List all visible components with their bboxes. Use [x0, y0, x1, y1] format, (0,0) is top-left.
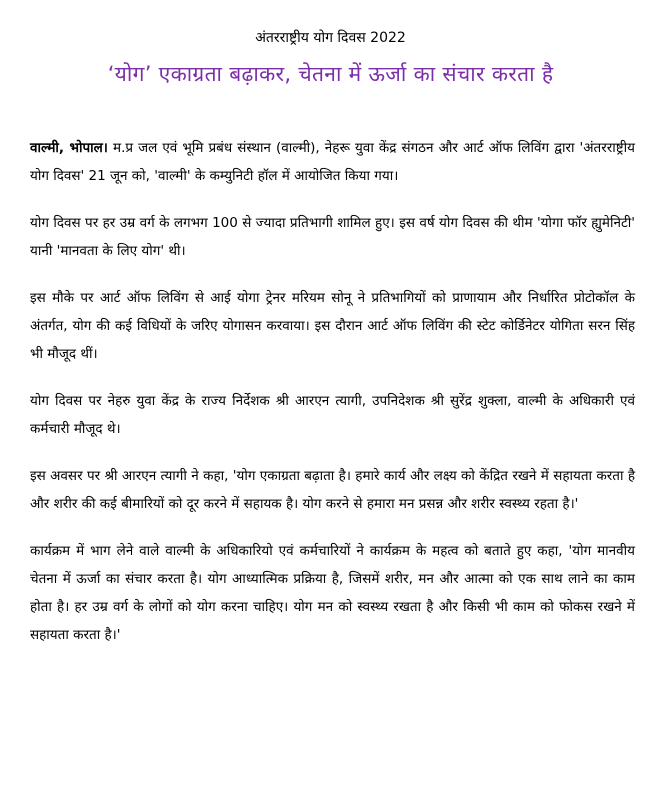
paragraph-intro [30, 134, 635, 190]
paragraph: इस मौके पर आर्ट ऑफ लिविंग से आई योगा ट्रेनर मरियम सोनू ने प्रतिभागियों को प्राणायाम और निर्धारित प्रोटोकॉल के अंतर्गत, योग की कई विधियों के जरिए योगासन करवाया। इस दौरान आर्ट ऑफ लिविंग की स्टेट कोर्डिनेटर योगिता सरन सिंह भी मौजूद थीं। [30, 290, 635, 362]
paragraph: इस अवसर पर श्री आरएन त्यागी ने कहा, 'योग एकाग्रता बढ़ाता है। हमारे कार्य और लक्ष्य को केंद्रित रखने में सहायता करता है और शरीर की कई बीमारियों को दूर करने में सहायक है। योग करने से हमारा मन प्रसन्न और शरीर स्वस्थ्य रहता है।' [30, 468, 635, 512]
article-body [30, 134, 635, 668]
dateline: वाल्मी, भोपाल। [30, 140, 108, 156]
paragraph: योग दिवस पर नेहरु युवा केंद्र के राज्य निर्देशक श्री आरएन त्यागी, उपनिदेशक श्री सुरेंद्र शुक्ला, वाल्मी के अधिकारी एवं कर्मचारी मौजूद थे। [30, 393, 635, 437]
event-heading: अंतरराष्ट्रीय योग दिवस 2022 [255, 30, 406, 46]
paragraph: कार्यक्रम में भाग लेने वाले वाल्मी के अधिकारियो एवं कर्मचारियों ने कार्यक्रम के महत्व को बताते हुए कहा, 'योग मानवीय चेतना में ऊर्जा का संचार करता है। योग आध्यात्मिक प्रक्रिया है, जिसमें शरीर, मन और आत्मा को एक साथ लाने का काम होता है। हर उम्र वर्ग के लोगों को योग करना चाहिए। योग मन को स्वस्थ्य रखता है और किसी भी काम को फोकस रखने में सहायता करता है।' [30, 543, 635, 643]
article-headline: ‘योग’ एकाग्रता बढ़ाकर, चेतना में ऊर्जा का संचार करता है [107, 62, 554, 86]
paragraph: योग दिवस पर हर उम्र वर्ग के लगभग 100 से ज्यादा प्रतिभागी शामिल हुए। इस वर्ष योग दिवस की थीम 'योगा फॉर ह्युमेनिटी' यानी 'मानवता के लिए योग' थी। [30, 215, 635, 259]
paragraph-text: म.प्र जल एवं भूमि प्रबंध संस्थान (वाल्मी), नेहरू युवा केंद्र संगठन और आर्ट ऑफ लिविंग द्वारा 'अंतरराष्ट्रीय योग दिवस' 21 जून को, 'वाल्मी' के कम्युनिटी हॉल में आयोजित किया गया। [30, 140, 635, 184]
